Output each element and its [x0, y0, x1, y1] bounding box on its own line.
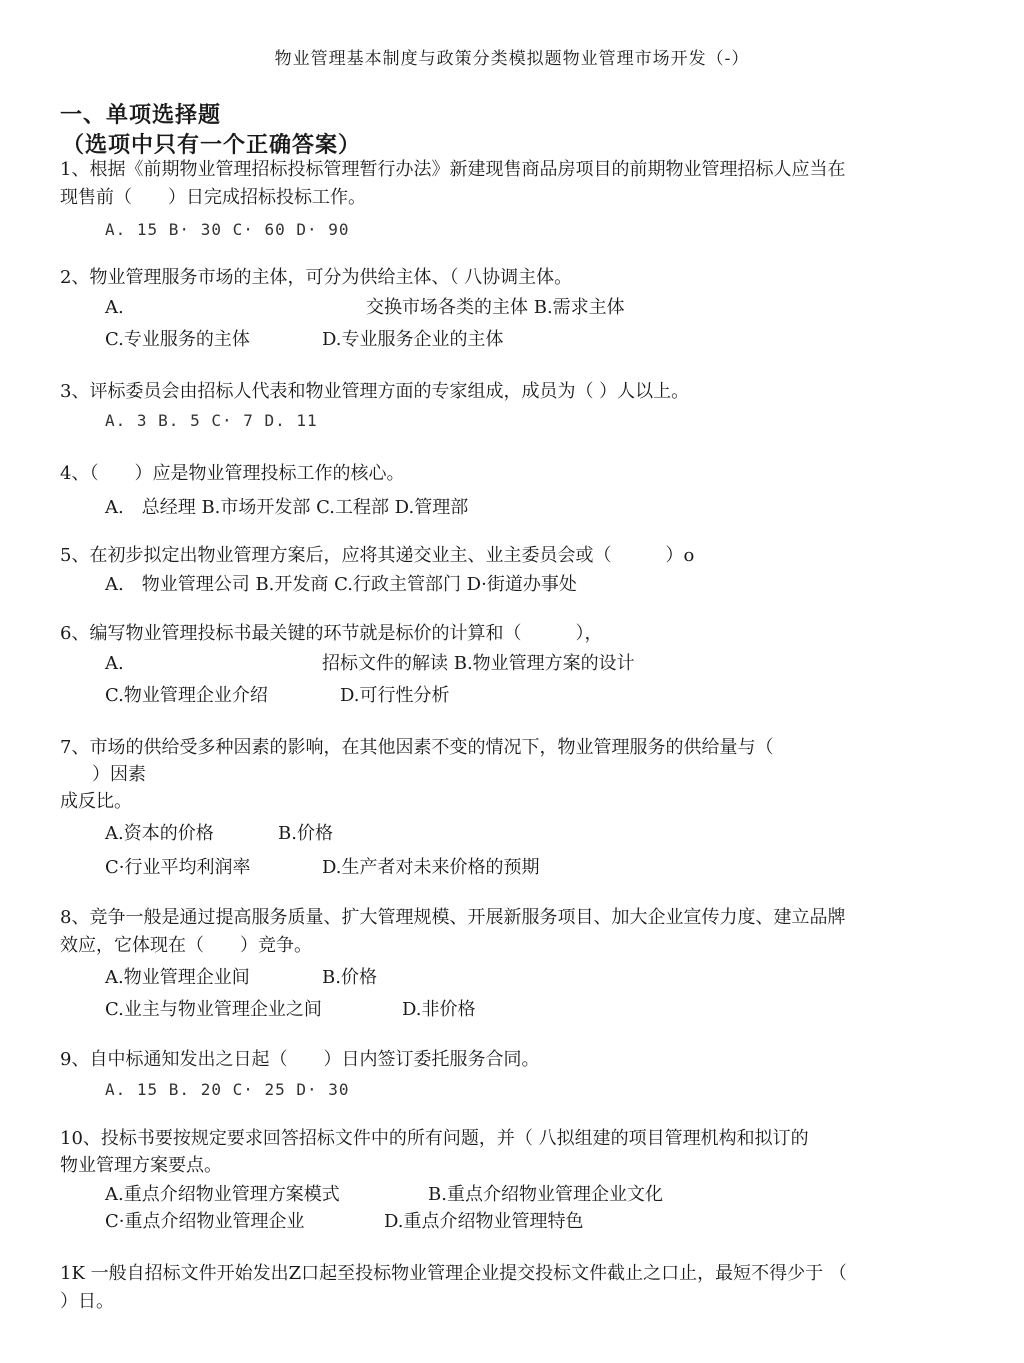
question-10-option-d: D.重点介绍物业管理特色 [384, 1211, 584, 1232]
section-heading: 一、单项选择题 [60, 103, 222, 128]
question-3-options: A. 3 B. 5 C· 7 D. 11 [105, 411, 318, 430]
question-6-line-1: 6、编写物业管理投标书最关键的环节就是标价的计算和（ ）， [60, 623, 603, 644]
question-1-line-1: 1、根据《前期物业管理招标投标管理暂行办法》新建现售商品房项目的前期物业管理招标人应当在 [60, 159, 846, 180]
question-10-option-a: A.重点介绍物业管理方案模式 [105, 1184, 340, 1205]
question-1-line-2: 现售前（ ）日完成招标投标工作。 [60, 187, 366, 208]
question-8-option-c: C.业主与物业管理企业之间 [105, 999, 322, 1020]
question-10-line-2: 物业管理方案要点。 [60, 1155, 222, 1176]
question-4-line-1: 4、（ ）应是物业管理投标工作的核心。 [60, 463, 405, 484]
question-4-options: A. 总经理 B.市场开发部 C.工程部 D.管理部 [105, 497, 469, 518]
question-8-option-b: B.价格 [322, 967, 377, 988]
question-8-line-1: 8、竞争一般是通过提高服务质量、扩大管理规模、开展新服务项目、加大企业宣传力度、建立品牌 [60, 907, 846, 928]
question-8-option-a: A.物业管理企业间 [105, 967, 250, 988]
question-1-options: A. 15 B· 30 C· 60 D· 90 [105, 220, 350, 239]
question-7-option-d: D.生产者对未来价格的预期 [322, 857, 540, 878]
question-5-options: A. 物业管理公司 B.开发商 C.行政主管部门 D·街道办事处 [105, 574, 577, 595]
question-2-option-a: 交换市场各类的主体 B.需求主体 [366, 297, 625, 318]
question-9-line-1: 9、自中标通知发出之日起（ ）日内签订委托服务合同。 [60, 1049, 540, 1070]
question-7-line-2: ）因素 [92, 764, 146, 785]
question-6-option-d: D.可行性分析 [340, 685, 450, 706]
question-2-option-d: D.专业服务企业的主体 [322, 329, 504, 350]
question-3-line-1: 3、评标委员会由招标人代表和物业管理方面的专家组成，成员为（ ）人以上。 [60, 381, 690, 402]
question-7-line-3: 成反比。 [60, 791, 132, 812]
question-10-option-b: B.重点介绍物业管理企业文化 [428, 1184, 663, 1205]
question-2-option-c: C.专业服务的主体 [105, 329, 250, 350]
question-6-option-c: C.物业管理企业介绍 [105, 685, 268, 706]
section-subheading: （选项中只有一个正确答案） [62, 133, 362, 158]
question-11-line-2: ）日。 [60, 1291, 114, 1312]
question-8-line-2: 效应，它体现在（ ）竞争。 [60, 935, 312, 956]
question-11-line-1: 1K 一般自招标文件开始发出Z口起至投标物业管理企业提交投标文件截止之口止，最短不得少于 （ [60, 1263, 847, 1284]
question-8-option-d: D.非价格 [402, 999, 476, 1020]
question-5-line-1: 5、在初步拟定出物业管理方案后，应将其递交业主、业主委员会或（ ）o [60, 545, 695, 566]
question-6-option-a: 招标文件的解读 B.物业管理方案的设计 [322, 653, 635, 674]
question-10-line-1: 10、投标书要按规定要求回答招标文件中的所有问题，并（ 八拟组建的项目管理机构和拟订的 [60, 1128, 809, 1149]
question-7-option-b: B.价格 [278, 823, 333, 844]
document-title: 物业管理基本制度与政策分类模拟题物业管理市场开发（-） [274, 49, 750, 69]
question-7-line-1: 7、市场的供给受多种因素的影响，在其他因素不变的情况下，物业管理服务的供给量与（ [60, 737, 774, 758]
question-7-option-c: C·行业平均利润率 [105, 857, 251, 878]
question-10-option-c: C·重点介绍物业管理企业 [105, 1211, 305, 1232]
question-2-line-1: 2、物业管理服务市场的主体，可分为供给主体、（ 八协调主体。 [60, 267, 573, 288]
question-6-option-a-label: A. [105, 653, 124, 674]
question-7-option-a: A.资本的价格 [105, 823, 214, 844]
question-9-options: A. 15 B. 20 C· 25 D· 30 [105, 1080, 350, 1099]
question-2-option-a-label: A. [105, 297, 124, 318]
